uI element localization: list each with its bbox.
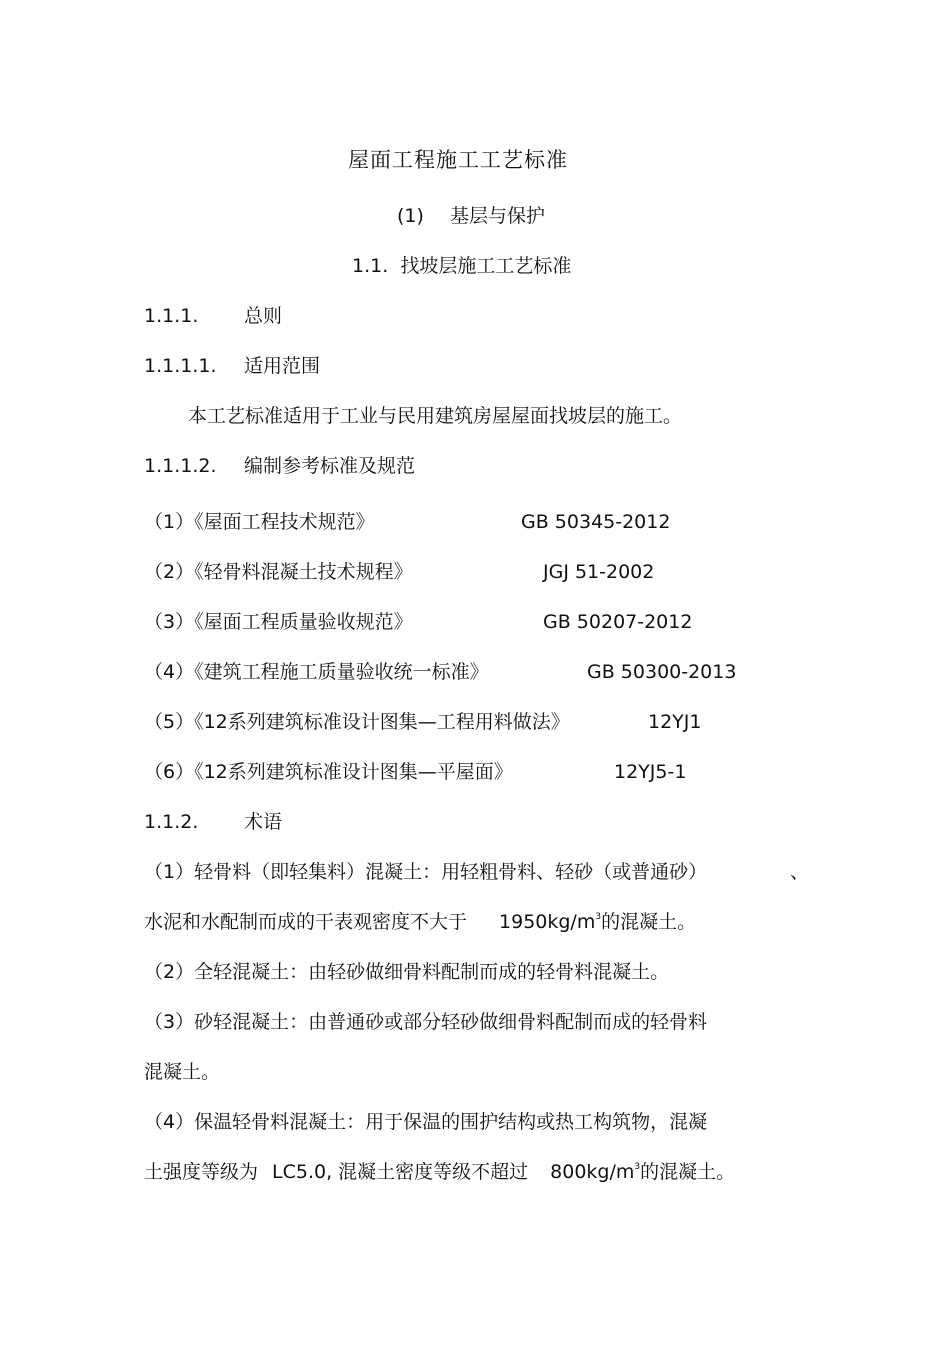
reference-name: 《轻骨料混凝土技术规程》 <box>194 561 413 583</box>
term-3-line-1: （3）砂轻混凝土：由普通砂或部分轻砂做细骨料配制而成的轻骨料 <box>144 1011 708 1033</box>
unit-superscript: 3 <box>595 912 602 922</box>
reference-number: （6） <box>144 761 195 783</box>
density-value: 800kg/m <box>550 1161 635 1183</box>
reference-name: 《12系列建筑标准设计图集—工程用料做法》 <box>194 711 570 733</box>
heading-label: 术语 <box>244 811 283 833</box>
section-number: 1.1. <box>352 255 389 277</box>
heading-1-1-1-1 <box>144 354 320 378</box>
heading-1-1-1-2 <box>144 454 415 478</box>
heading-number: 1.1.1. <box>144 305 199 327</box>
reference-name: 《建筑工程施工质量验收统一标准》 <box>194 661 489 683</box>
reference-item <box>144 560 413 584</box>
heading-1-1-1 <box>144 304 282 328</box>
term-2: （2）全轻混凝土：由轻砂做细骨料配制而成的轻骨料混凝土。 <box>144 961 670 983</box>
document-title: 屋面工程施工工艺标准 <box>348 148 568 172</box>
heading-label: 适用范围 <box>244 355 321 377</box>
heading-1-1-2 <box>144 810 282 834</box>
heading-number: 1.1.1.1. <box>144 355 217 377</box>
term-4-line-1: （4）保温轻骨料混凝土：用于保温的围护结构或热工构筑物，混凝 <box>144 1111 708 1133</box>
section-number: (1) <box>397 205 424 227</box>
reference-name: 《屋面工程技术规范》 <box>194 511 375 533</box>
term-1-line-1-tail: 、 <box>790 861 810 883</box>
reference-code: GB 50345-2012 <box>521 511 671 533</box>
unit-superscript: 3 <box>634 1162 641 1172</box>
heading-number: 1.1.2. <box>144 811 199 833</box>
reference-number: （2） <box>144 561 195 583</box>
reference-number: （5） <box>144 711 195 733</box>
term-text: 的混凝土。 <box>601 911 697 933</box>
reference-item <box>144 760 513 784</box>
reference-code: 12YJ1 <box>648 711 702 733</box>
reference-name: 《12系列建筑标准设计图集—平屋面》 <box>194 761 513 783</box>
term-text: 土强度等级为 <box>144 1161 259 1183</box>
section-label: 基层与保护 <box>449 205 545 227</box>
heading-label: 编制参考标准及规范 <box>244 455 416 477</box>
term-text: 的混凝土。 <box>640 1161 736 1183</box>
term-1-line-2 <box>144 910 696 934</box>
term-text: 混凝土密度等级不超过 <box>338 1161 529 1183</box>
term-text: 水泥和水配制而成的干表观密度不大于 <box>144 911 468 933</box>
reference-item <box>144 610 413 634</box>
reference-name: 《屋面工程质量验收规范》 <box>194 611 413 633</box>
strength-grade: LC5.0, <box>272 1161 333 1183</box>
reference-code: GB 50300-2013 <box>587 661 737 683</box>
section-heading-1-1 <box>352 254 571 278</box>
reference-code: JGJ 51-2002 <box>543 561 655 583</box>
section-heading-1 <box>397 204 545 228</box>
scope-paragraph: 本工艺标准适用于工业与民用建筑房屋屋面找坡层的施工。 <box>188 405 683 427</box>
term-4-line-2 <box>144 1160 735 1184</box>
term-3-line-2: 混凝土。 <box>144 1061 221 1083</box>
reference-code: 12YJ5-1 <box>614 761 687 783</box>
reference-item <box>144 510 375 534</box>
reference-number: （4） <box>144 661 195 683</box>
density-value: 1950kg/m <box>499 911 596 933</box>
section-label: 找坡层施工工艺标准 <box>400 255 572 277</box>
reference-number: （1） <box>144 511 195 533</box>
heading-number: 1.1.1.2. <box>144 455 217 477</box>
heading-label: 总则 <box>244 305 283 327</box>
term-1-line-1: （1）轻骨料（即轻集料）混凝土：用轻粗骨料、轻砂（或普通砂） <box>144 861 708 883</box>
reference-item <box>144 660 489 684</box>
reference-number: （3） <box>144 611 195 633</box>
reference-item <box>144 710 570 734</box>
reference-code: GB 50207-2012 <box>543 611 693 633</box>
